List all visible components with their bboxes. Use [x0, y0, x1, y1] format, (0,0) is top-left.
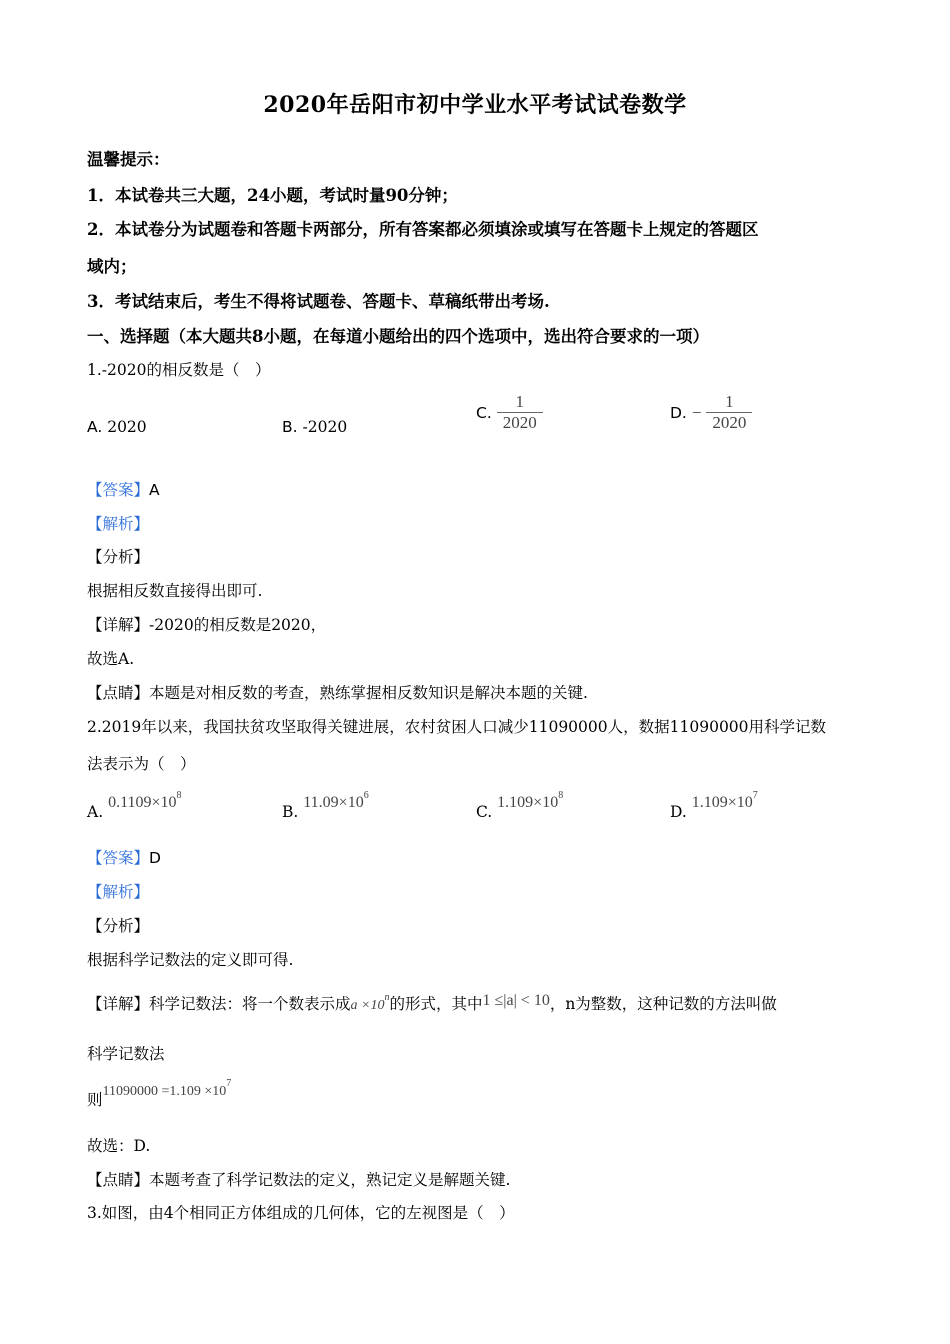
section-heading: 一、选择题（本大题共8小题，在每道小题给出的四个选项中，选出符合要求的一项）	[87, 327, 709, 346]
xiangjie-text: -2020的相反数是2020，	[149, 616, 327, 634]
option-label: C.	[476, 403, 492, 422]
q1-dianjing	[87, 681, 588, 703]
math-exponent: 8	[558, 790, 564, 801]
q1-choose: 故选A.	[87, 650, 135, 668]
q1-xiangjie	[87, 613, 326, 635]
q1-answer	[87, 478, 160, 500]
answer-value: A	[149, 481, 160, 499]
math-base: 0.1109×10	[108, 794, 177, 811]
math-exponent: n	[384, 992, 390, 1003]
q1-option-a	[87, 418, 147, 436]
q1-option-d	[670, 392, 752, 434]
q2-option-d	[670, 790, 758, 821]
q1-fenxi-tag: 【分析】	[87, 548, 150, 566]
option-label: B.	[282, 803, 299, 821]
option-math	[108, 790, 182, 811]
q2-choose: 故选：D.	[87, 1137, 151, 1155]
answer-tag: 【答案】	[87, 481, 150, 499]
math-base: 1.109×10	[497, 794, 559, 811]
fraction-denominator: 2020	[706, 412, 752, 433]
q2-stem-line1: 2.2019年以来，我国扶贫攻坚取得关键进展，农村贫困人口减少11090000人，数据11090000用科学记数	[87, 718, 827, 736]
math-base: 11090000 =1.109 ×10	[102, 1084, 227, 1099]
option-label: A.	[87, 803, 104, 821]
notice-item-1: 1．本试卷共三大题，24小题，考试时量90分钟；	[87, 186, 458, 205]
notice-heading: 温馨提示：	[87, 150, 170, 169]
option-label: C.	[476, 803, 493, 821]
option-value: 2020	[107, 418, 147, 436]
dianjing-text: 本题考查了科学记数法的定义，熟记定义是解题关键.	[149, 1171, 511, 1189]
xiangjie-text-mid: 的形式，其中	[389, 995, 483, 1013]
q2-analysis-tag: 【解析】	[87, 883, 150, 901]
page-title: 2020年岳阳市初中学业水平考试试卷数学	[263, 92, 687, 118]
math-base: a ×10	[350, 998, 385, 1013]
fraction	[497, 392, 543, 434]
xiangjie-tag: 【详解】	[87, 995, 150, 1013]
q1-option-c	[476, 392, 543, 434]
q1-analysis-tag: 【解析】	[87, 515, 150, 533]
minus-sign: −	[691, 402, 702, 422]
option-label: D.	[670, 403, 687, 422]
q3-stem: 3.如图，由4个相同正方体组成的几何体，它的左视图是（ ）	[87, 1204, 515, 1222]
math-exponent: 8	[176, 790, 182, 801]
option-label: B.	[282, 418, 298, 436]
math-base: 11.09×10	[303, 794, 364, 811]
answer-value: D	[149, 849, 161, 867]
xiangjie-text-pre: 科学记数法：将一个数表示成	[149, 995, 351, 1013]
option-math	[303, 790, 369, 811]
xiangjie-text-post: ，n为整数，这种记数的方法叫做	[549, 995, 777, 1013]
q2-fenxi: 根据科学记数法的定义即可得.	[87, 951, 294, 969]
q2-stem-line2: 法表示为（ ）	[87, 755, 196, 773]
math-exponent: 7	[752, 790, 758, 801]
math-base: 1.109×10	[691, 794, 753, 811]
notice-item-2-cont: 域内；	[87, 257, 137, 276]
fraction	[706, 392, 752, 434]
option-label: A.	[87, 418, 103, 436]
option-value: -2020	[302, 418, 348, 436]
ze-label: 则	[87, 1091, 103, 1109]
dianjing-tag: 【点睛】	[87, 1171, 150, 1189]
q2-fenxi-tag: 【分析】	[87, 917, 150, 935]
q2-ze	[87, 1078, 232, 1109]
dianjing-text: 本题是对相反数的考查，熟练掌握相反数知识是解决本题的关键.	[149, 684, 588, 702]
option-math	[497, 790, 564, 811]
q2-option-b	[282, 790, 369, 821]
xiangjie-math-1	[350, 992, 390, 1013]
answer-tag: 【答案】	[87, 849, 150, 867]
q1-fenxi: 根据相反数直接得出即可.	[87, 582, 263, 600]
xiangjie-tag: 【详解】	[87, 616, 150, 634]
q1-stem: 1.-2020的相反数是（ ）	[87, 361, 271, 379]
dianjing-tag: 【点睛】	[87, 684, 150, 702]
option-label: D.	[670, 803, 687, 821]
math-exponent: 6	[363, 790, 369, 801]
xiangjie-math-2: 1 ≤|a| < 10	[482, 992, 550, 1009]
fraction-denominator: 2020	[497, 412, 543, 433]
q2-xiangjie	[87, 992, 777, 1014]
q2-xiangjie-line2: 科学记数法	[87, 1045, 165, 1063]
notice-item-3: 3．考试结束后，考生不得将试题卷、答题卡、草稿纸带出考场.	[87, 292, 550, 311]
option-math	[691, 790, 758, 811]
q2-answer	[87, 846, 161, 868]
q1-option-b	[282, 418, 347, 436]
ze-math	[102, 1078, 232, 1099]
q2-option-c	[476, 790, 564, 821]
q2-dianjing	[87, 1168, 510, 1190]
fraction-numerator: 1	[515, 392, 524, 411]
notice-item-2: 2．本试卷分为试题卷和答题卡两部分，所有答案都必须填涂或填写在答题卡上规定的答题区	[87, 220, 759, 239]
fraction-numerator: 1	[725, 392, 734, 411]
q2-option-a	[87, 790, 182, 821]
math-exponent: 7	[226, 1078, 232, 1089]
